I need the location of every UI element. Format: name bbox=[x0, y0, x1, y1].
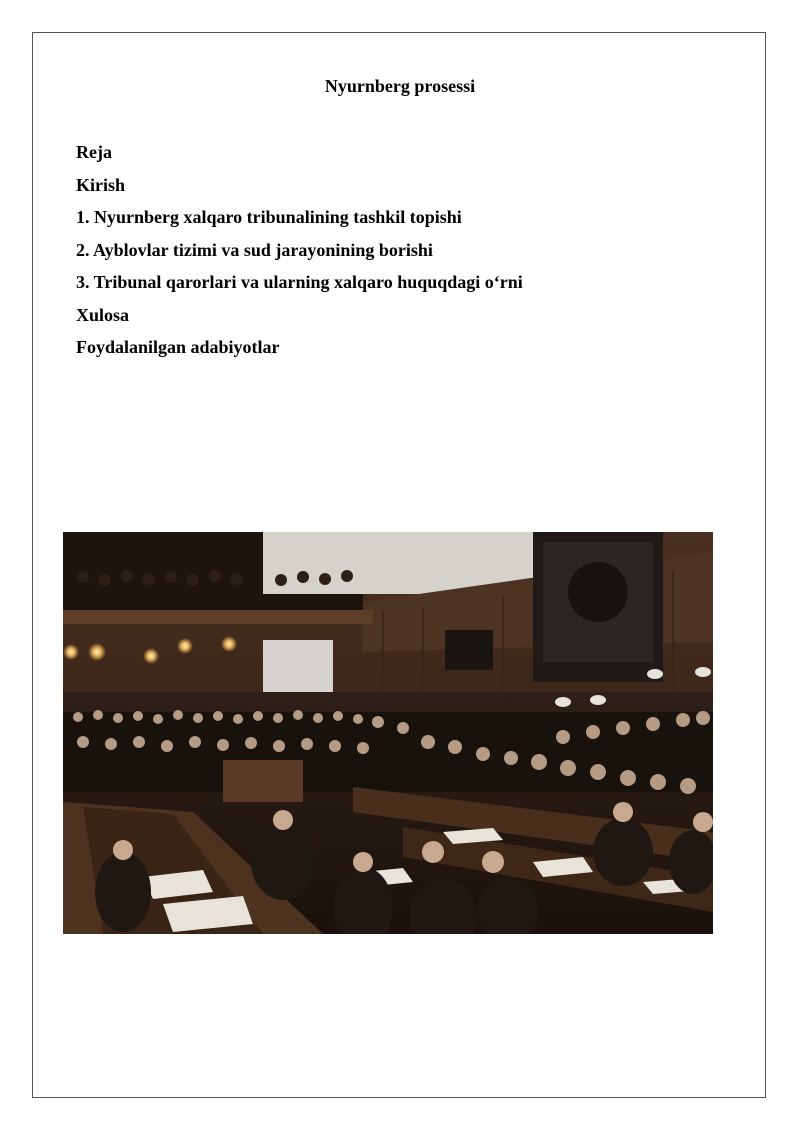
courtroom-illustration bbox=[63, 532, 713, 934]
courtroom-photo bbox=[63, 532, 713, 934]
plan-item-xulosa: Xulosa bbox=[76, 304, 130, 325]
plan-item-1: 1. Nyurnberg xalqaro tribunalining tashkil topishi bbox=[76, 207, 462, 227]
plan-item-kirish: Kirish bbox=[76, 174, 126, 195]
plan-list bbox=[76, 140, 523, 368]
plan-item-adabiyotlar: Foydalanilgan adabiyotlar bbox=[76, 337, 280, 357]
plan-item-reja: Reja bbox=[76, 142, 112, 162]
document-title: Nyurnberg prosessi bbox=[324, 76, 476, 96]
plan-item-2: 2. Ayblovlar tizimi va sud jarayonining borishi bbox=[76, 239, 433, 260]
plan-item-3: 3. Tribunal qarorlari va ularning xalqaro huquqdagi o‘rni bbox=[76, 272, 523, 292]
